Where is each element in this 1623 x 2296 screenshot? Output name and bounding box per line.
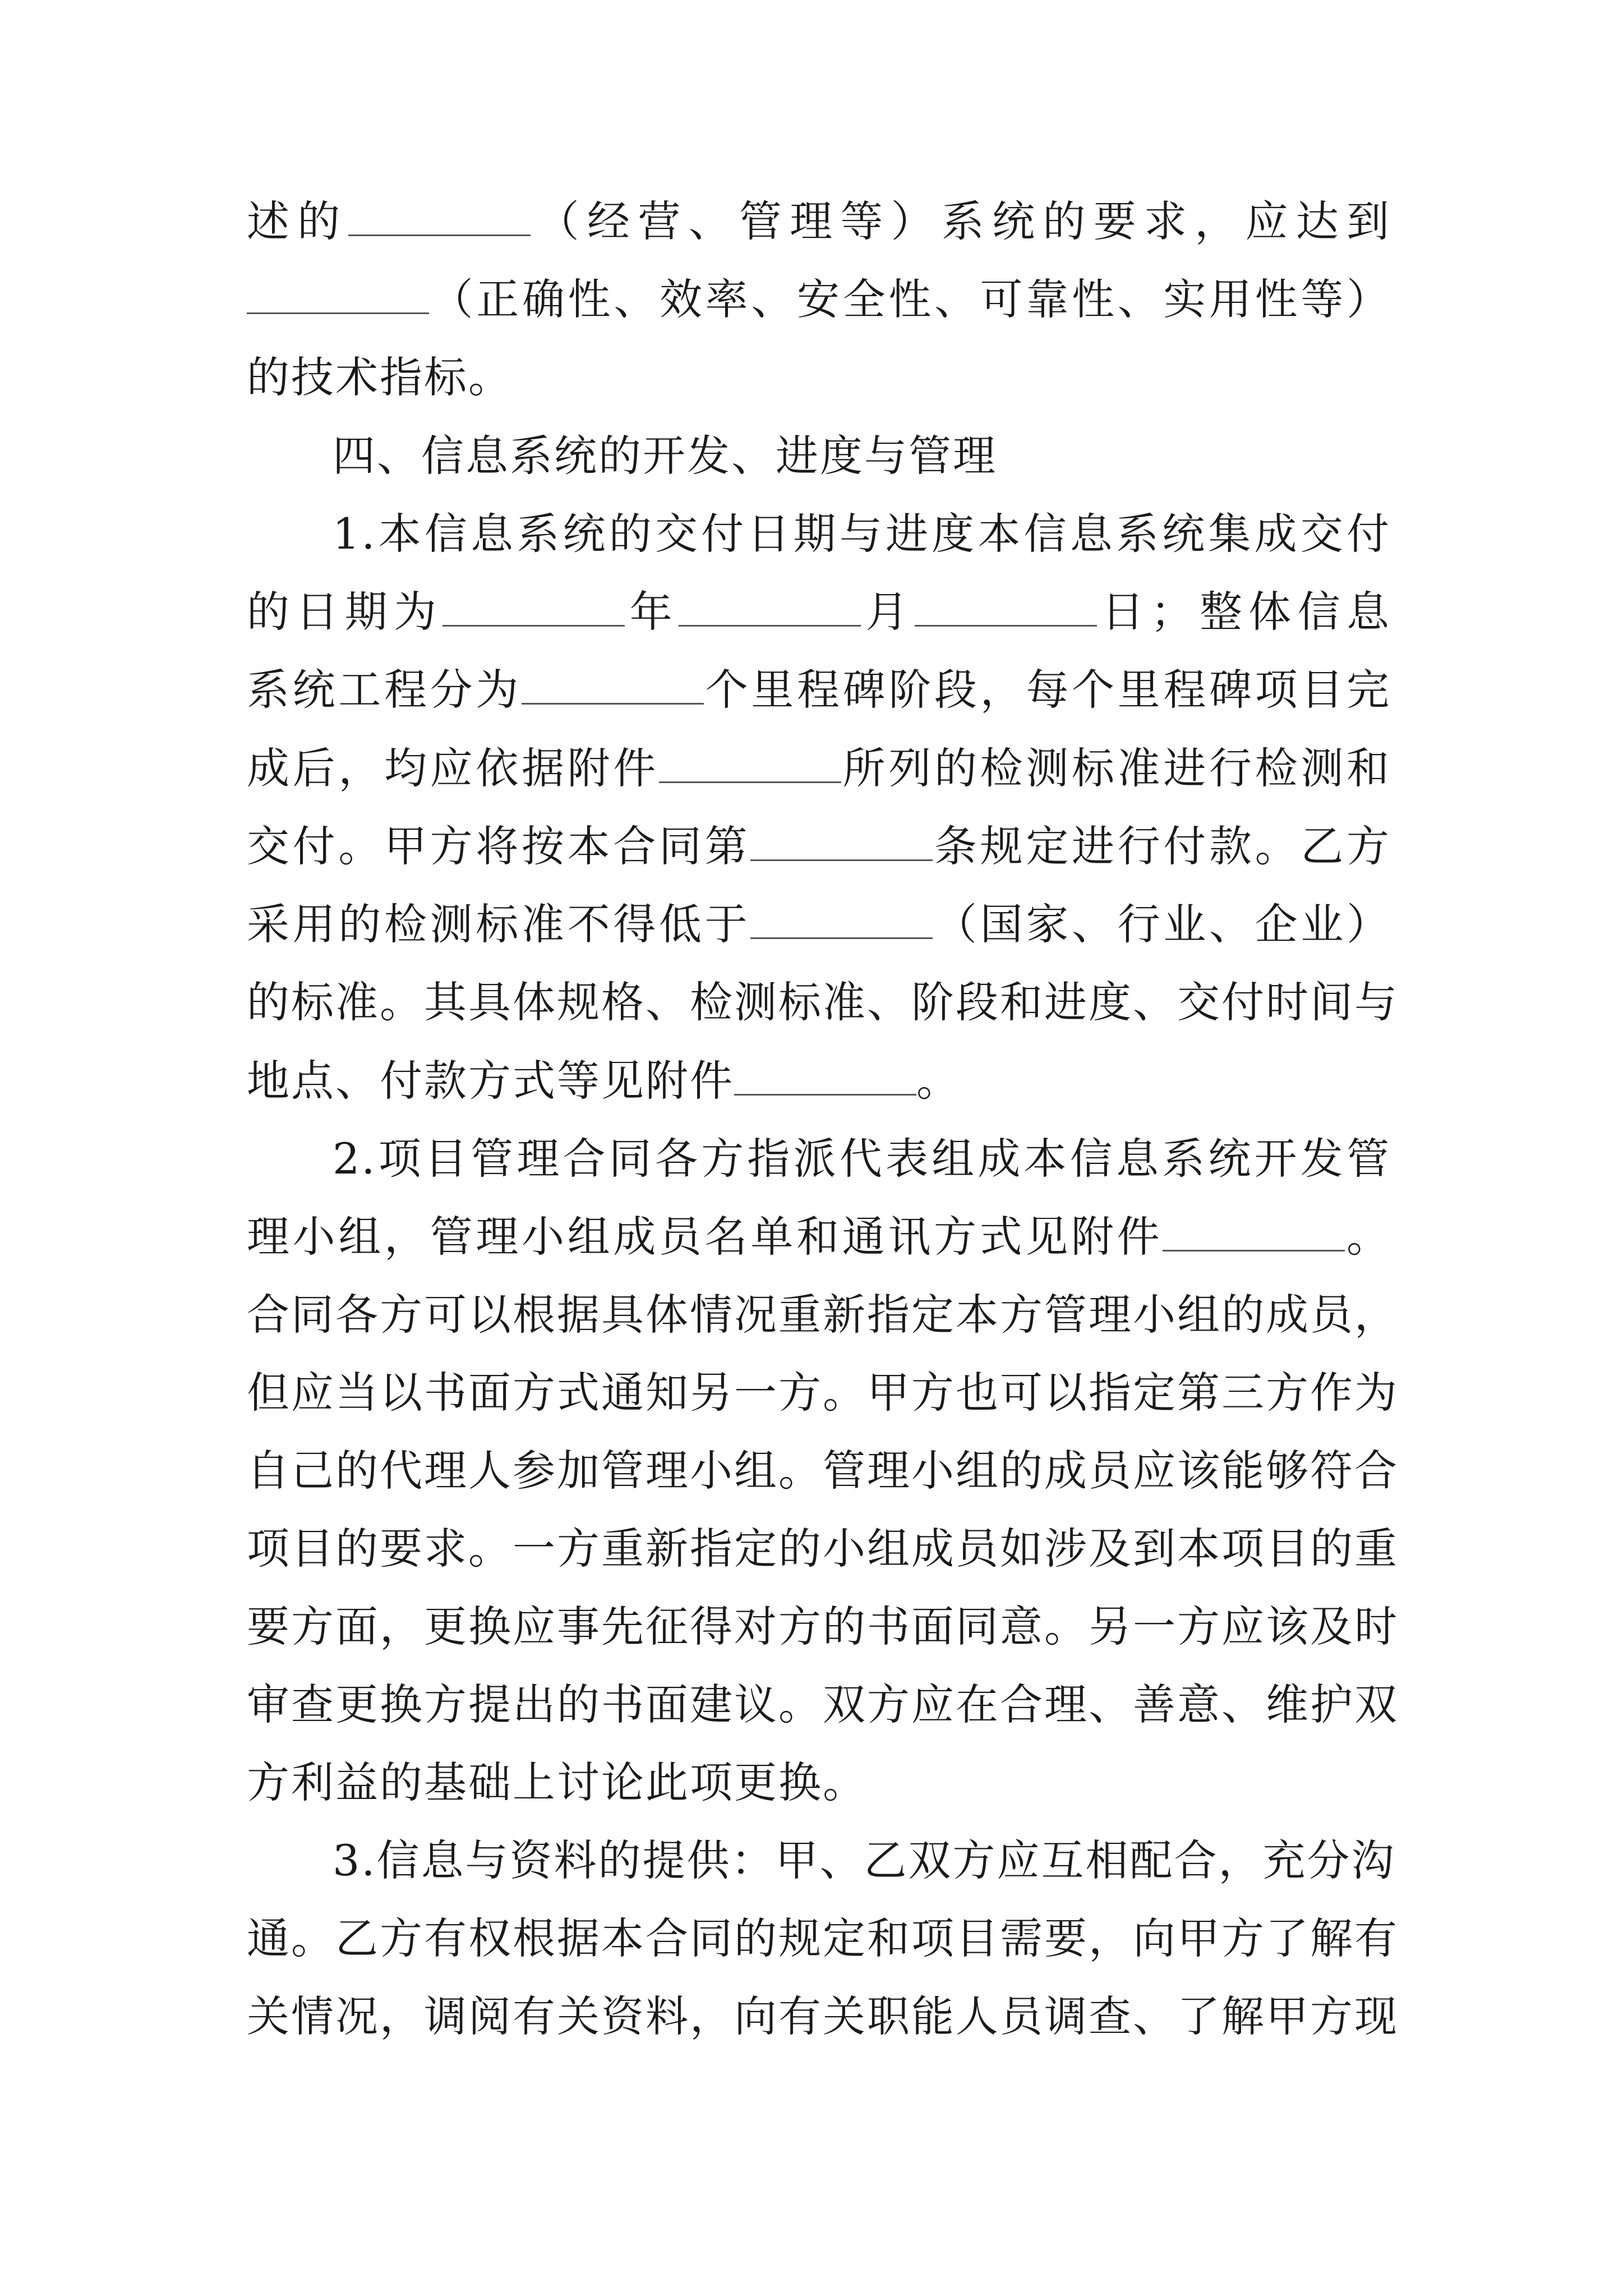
fill-in-blank[interactable] [750,820,933,861]
text-line [333,506,1391,562]
fill-in-blank[interactable] [915,586,1097,627]
text-line [247,1053,1391,1109]
text-line [247,349,1391,406]
text-segment: 合同各方可以根据具体情况重新指定本方管理小组的成员， [247,1290,1399,1340]
text-segment: 关情况，调阅有关资料，向有关职能人员调查、了解甲方现 [247,1991,1399,2041]
text-line [247,1287,1399,1343]
text-line [247,272,1391,328]
text-segment: 2.项目管理合同各方指派代表组成本信息系统开发管 [333,1134,1391,1184]
text-line [333,1131,1391,1187]
text-segment: 成后，均应依据附件 [247,743,659,793]
text-segment: 的日期为 [247,587,443,637]
text-segment: （正确性、效率、安全性、可靠性、实用性等） [429,274,1391,324]
text-line [247,818,1391,875]
text-segment: 地点、付款方式等见附件 [247,1056,734,1106]
text-segment: 3.信息与资料的提供：甲、乙双方应互相配合，充分沟 [333,1835,1396,1885]
fill-in-blank[interactable] [522,664,704,705]
fill-in-blank[interactable] [734,1055,916,1096]
text-segment: 述的 [247,196,348,246]
text-line [247,1911,1399,1967]
text-line [247,1989,1399,2045]
text-line [247,1365,1399,1421]
text-line [247,1521,1399,1577]
text-segment: 1.本信息系统的交付日期与进度本信息系统集成交付 [333,509,1391,559]
text-line [247,1755,1391,1811]
text-segment: 个里程碑阶段，每个里程碑项目完 [704,665,1391,715]
text-segment: 交付。甲方将按本合同第 [247,821,751,871]
text-segment: （经营、管理等）系统的要求，应达到 [530,196,1391,246]
text-line [247,1443,1399,1499]
text-segment: （国家、行业、企业） [933,899,1391,949]
text-segment: 。 [916,1056,961,1106]
text-segment: 要方面，更换应事先征得对方的书面同意。另一方应该及时 [247,1602,1399,1651]
fill-in-blank[interactable] [1163,1211,1345,1251]
text-segment: 月 [861,587,915,637]
text-line [247,896,1391,953]
text-segment: 条规定进行付款。乙方 [933,821,1391,871]
text-segment: 方利益的基础上讨论此项更换。 [247,1757,867,1807]
fill-in-blank[interactable] [679,586,861,627]
text-segment: 通。乙方有权根据本合同的规定和项目需要，向甲方了解有 [247,1913,1399,1963]
text-segment: 日；整体信息 [1096,587,1391,637]
text-segment: 项目的要求。一方重新指定的小组成员如涉及到本项目的重 [247,1524,1399,1573]
text-line [333,1833,1396,1889]
fill-in-blank[interactable] [442,586,625,627]
text-segment: 自己的代理人参加管理小组。管理小组的成员应该能够符合 [247,1446,1399,1496]
text-segment: 年 [625,587,679,637]
fill-in-blank[interactable] [348,195,531,236]
text-segment: 。 [1345,1212,1391,1262]
text-line [247,740,1391,797]
text-segment: 理小组，管理小组成员名单和通讯方式见附件 [247,1212,1163,1262]
text-segment: 但应当以书面方式通知另一方。甲方也可以指定第三方作为 [247,1368,1399,1418]
text-line [247,194,1391,250]
text-segment: 系统工程分为 [247,665,522,715]
text-segment: 的标准。其具体规格、检测标准、阶段和进度、交付时间与 [247,977,1399,1027]
text-segment: 四、信息系统的开发、进度与管理 [333,431,997,481]
text-segment: 的技术指标。 [247,352,513,402]
text-line [247,584,1391,640]
text-segment: 审查更换方提出的书面建议。双方应在合理、善意、维护双 [247,1680,1399,1729]
fill-in-blank[interactable] [247,273,429,314]
text-segment: 所列的检测标准进行检测和 [841,743,1391,793]
text-line [333,428,1391,484]
text-segment: 采用的检测标准不得低于 [247,899,751,949]
fill-in-blank[interactable] [750,898,933,939]
text-line [247,1677,1399,1733]
text-line [247,662,1391,718]
text-line [247,974,1399,1030]
text-line [247,1209,1391,1265]
fill-in-blank[interactable] [659,742,841,783]
text-line [247,1599,1399,1655]
